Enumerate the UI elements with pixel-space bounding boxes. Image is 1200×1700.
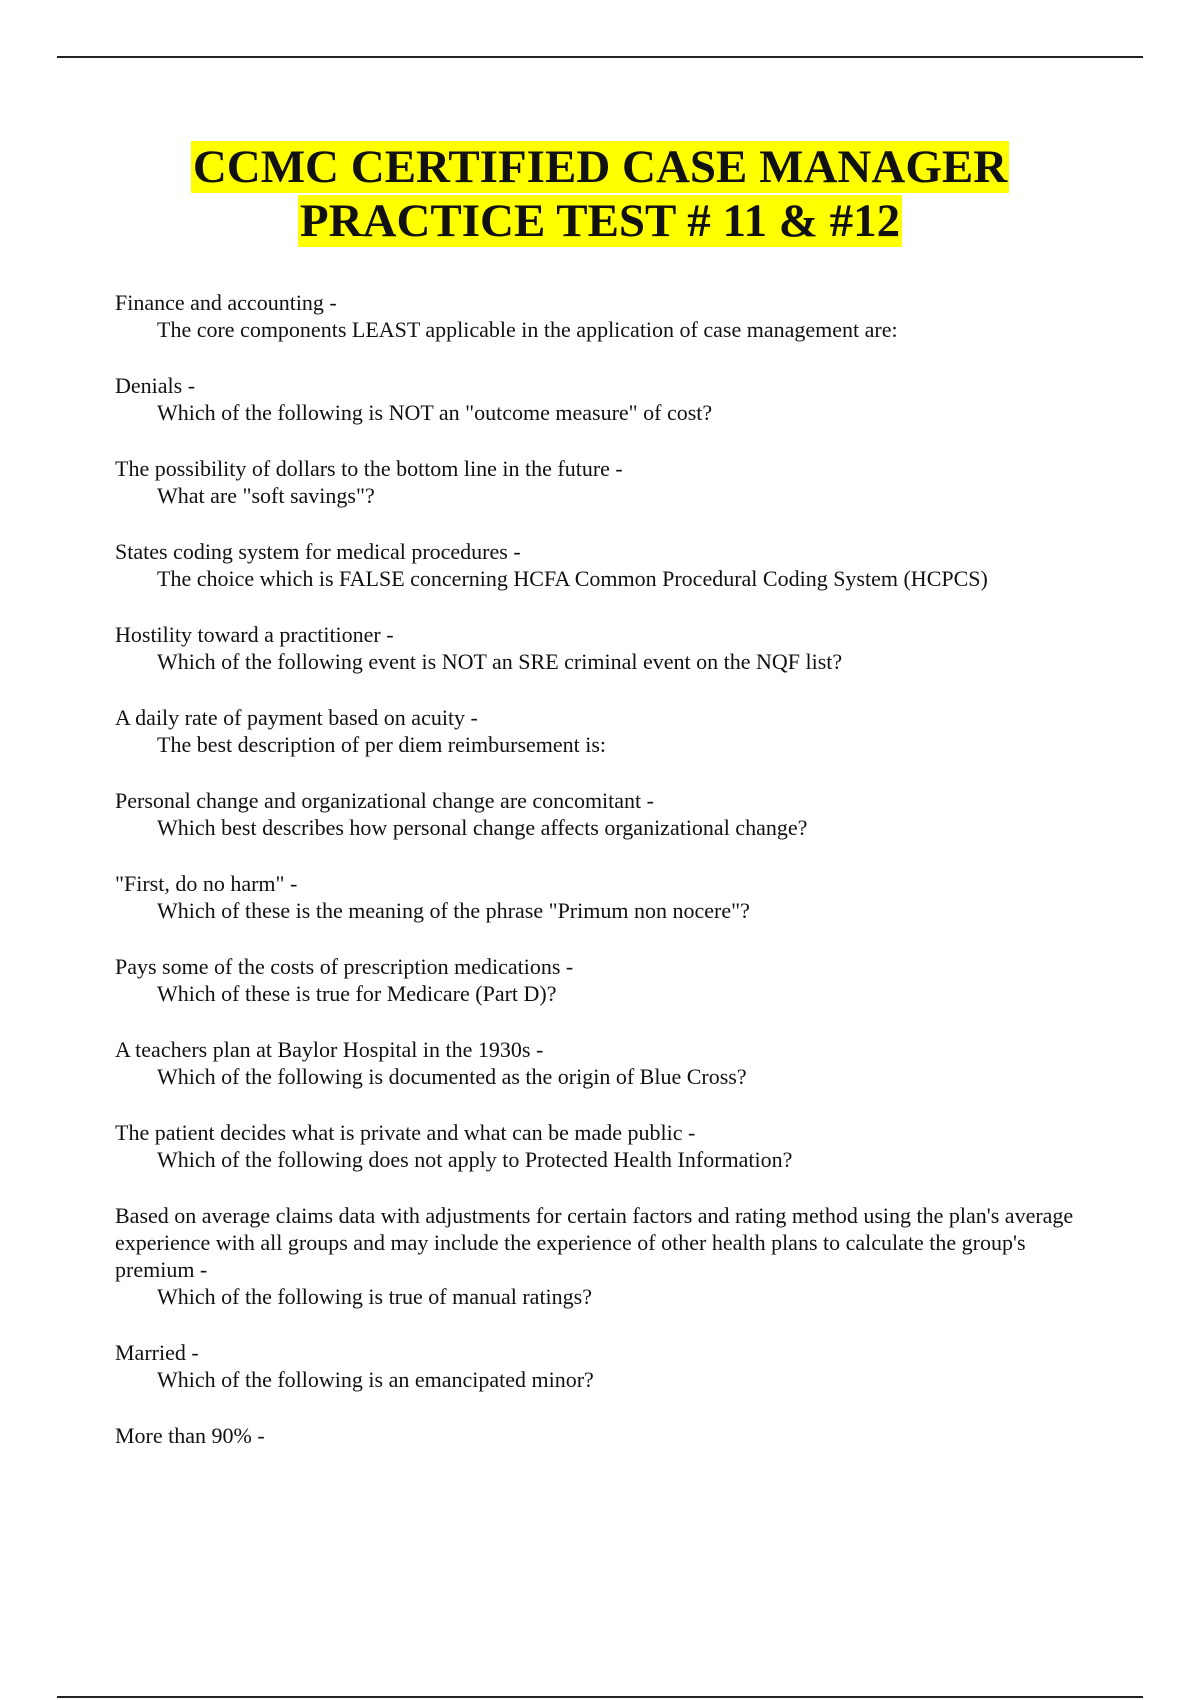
qa-answer: Denials - <box>115 373 196 398</box>
qa-answer: The patient decides what is private and what can be made public - <box>115 1120 696 1145</box>
qa-answer: More than 90% - <box>115 1423 265 1448</box>
qa-question: The choice which is FALSE concerning HCFA Common Procedural Coding System (HCPCS) <box>157 566 988 591</box>
qa-question: Which of the following is an emancipated minor? <box>157 1367 594 1392</box>
qa-question: Which best describes how personal change affects organizational change? <box>157 815 808 840</box>
qa-item <box>115 953 1100 1007</box>
qa-answer: Personal change and organizational change are concomitant - <box>115 788 654 813</box>
qa-answer: Based on average claims data with adjustments for certain factors and rating method using the plan's average experience with all groups and may include the experience of other health plans to calculate the group's premium - <box>115 1203 1074 1282</box>
qa-item <box>115 1422 1100 1449</box>
title-line-1: CCMC CERTIFIED CASE MANAGER <box>192 141 1008 193</box>
qa-item <box>115 704 1100 758</box>
qa-question: Which of the following is NOT an "outcome measure" of cost? <box>157 400 713 425</box>
qa-question: The core components LEAST applicable in the application of case management are: <box>157 317 898 342</box>
qa-item <box>115 455 1100 509</box>
qa-answer: A teachers plan at Baylor Hospital in the 1930s - <box>115 1037 544 1062</box>
qa-question: The best description of per diem reimbursement is: <box>157 732 607 757</box>
qa-item <box>115 1202 1100 1310</box>
qa-item <box>115 1119 1100 1173</box>
qa-list <box>115 289 1100 1478</box>
qa-item <box>115 289 1100 343</box>
qa-question: What are "soft savings"? <box>157 483 375 508</box>
qa-question: Which of these is the meaning of the phrase "Primum non nocere"? <box>157 898 750 923</box>
qa-answer: "First, do no harm" - <box>115 871 298 896</box>
qa-answer: The possibility of dollars to the bottom line in the future - <box>115 456 623 481</box>
qa-answer: Finance and accounting - <box>115 290 337 315</box>
qa-question: Which of these is true for Medicare (Part D)? <box>157 981 557 1006</box>
qa-answer: States coding system for medical procedures - <box>115 539 521 564</box>
title-line-2: PRACTICE TEST # 11 & #12 <box>299 195 901 247</box>
qa-answer: Married - <box>115 1340 199 1365</box>
bottom-rule <box>57 1696 1143 1698</box>
qa-answer: Pays some of the costs of prescription medications - <box>115 954 574 979</box>
qa-answer: Hostility toward a practitioner - <box>115 622 394 647</box>
qa-item <box>115 621 1100 675</box>
qa-item <box>115 372 1100 426</box>
qa-item <box>115 538 1100 592</box>
qa-answer: A daily rate of payment based on acuity - <box>115 705 478 730</box>
qa-item <box>115 787 1100 841</box>
qa-question: Which of the following does not apply to Protected Health Information? <box>157 1147 793 1172</box>
qa-question: Which of the following event is NOT an SRE criminal event on the NQF list? <box>157 649 843 674</box>
qa-item <box>115 1339 1100 1393</box>
qa-item <box>115 1036 1100 1090</box>
page-title <box>0 140 1200 248</box>
top-rule <box>57 56 1143 58</box>
qa-question: Which of the following is documented as the origin of Blue Cross? <box>157 1064 747 1089</box>
qa-question: Which of the following is true of manual ratings? <box>157 1284 592 1309</box>
qa-item <box>115 870 1100 924</box>
